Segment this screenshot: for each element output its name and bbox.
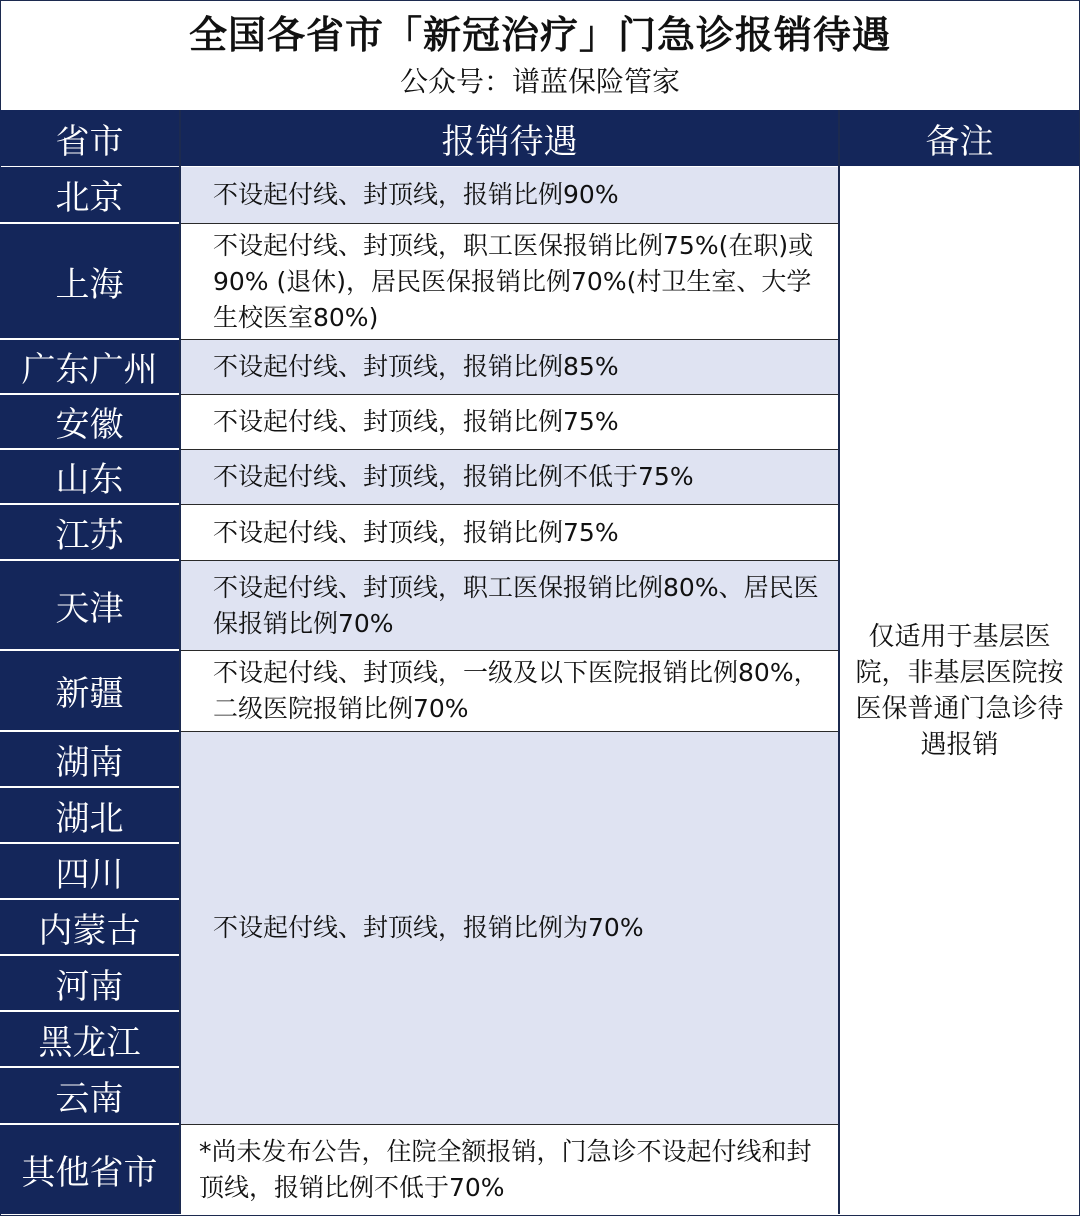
province-cell: 江苏 <box>0 505 179 561</box>
province-cell: 广东广州 <box>0 340 179 395</box>
province-cell: 河南 <box>0 956 179 1012</box>
benefit-cell: *尚未发布公告，住院全额报销，门急诊不设起付线和封顶线，报销比例不低于70% <box>181 1125 838 1214</box>
column-divider <box>179 110 181 1214</box>
benefit-cell: 不设起付线、封顶线，报销比例不低于75% <box>181 450 838 505</box>
column-header-note: 备注 <box>840 110 1079 166</box>
benefit-cell: 不设起付线、封顶线，报销比例90% <box>181 167 838 224</box>
province-cell: 新疆 <box>0 651 179 732</box>
benefit-cell: 不设起付线、封顶线，职工医保报销比例80%、居民医保报销比例70% <box>181 561 838 651</box>
province-cell: 安徽 <box>0 395 179 450</box>
page-subtitle: 公众号：谱蓝保险管家 <box>399 65 680 98</box>
column-header-province: 省市 <box>0 110 179 166</box>
page-header <box>0 0 1080 108</box>
province-cell: 云南 <box>0 1068 179 1125</box>
benefit-cell: 不设起付线、封顶线，报销比例75% <box>181 395 838 450</box>
province-cell: 湖南 <box>0 732 179 788</box>
province-cell: 内蒙古 <box>0 900 179 956</box>
benefit-cell: 不设起付线、封顶线，一级及以下医院报销比例80%，二级医院报销比例70% <box>181 651 838 732</box>
column-header-benefit: 报销待遇 <box>181 110 838 166</box>
province-cell: 四川 <box>0 844 179 900</box>
province-cell: 上海 <box>0 224 179 340</box>
column-divider <box>838 110 840 1214</box>
benefit-cell-merged: 不设起付线、封顶线，报销比例为70% <box>181 732 838 1125</box>
province-cell: 北京 <box>0 167 179 224</box>
note-cell <box>840 167 1079 1214</box>
benefit-cell: 不设起付线、封顶线，报销比例75% <box>181 505 838 561</box>
province-cell: 天津 <box>0 561 179 651</box>
province-cell: 湖北 <box>0 788 179 844</box>
province-cell: 其他省市 <box>0 1125 179 1214</box>
benefit-cell: 不设起付线、封顶线，报销比例85% <box>181 340 838 395</box>
province-cell: 山东 <box>0 450 179 505</box>
benefit-cell: 不设起付线、封顶线，职工医保报销比例75%(在职)或90% (退休)，居民医保报销比例70%(村卫生室、大学生校医室80%) <box>181 224 838 340</box>
note-text: 仅适用于基层医院，非基层医院按医保普通门急诊待遇报销 <box>855 621 1064 760</box>
page-title: 全国各省市「新冠治疗」门急诊报销待遇 <box>188 13 891 57</box>
province-cell: 黑龙江 <box>0 1012 179 1068</box>
